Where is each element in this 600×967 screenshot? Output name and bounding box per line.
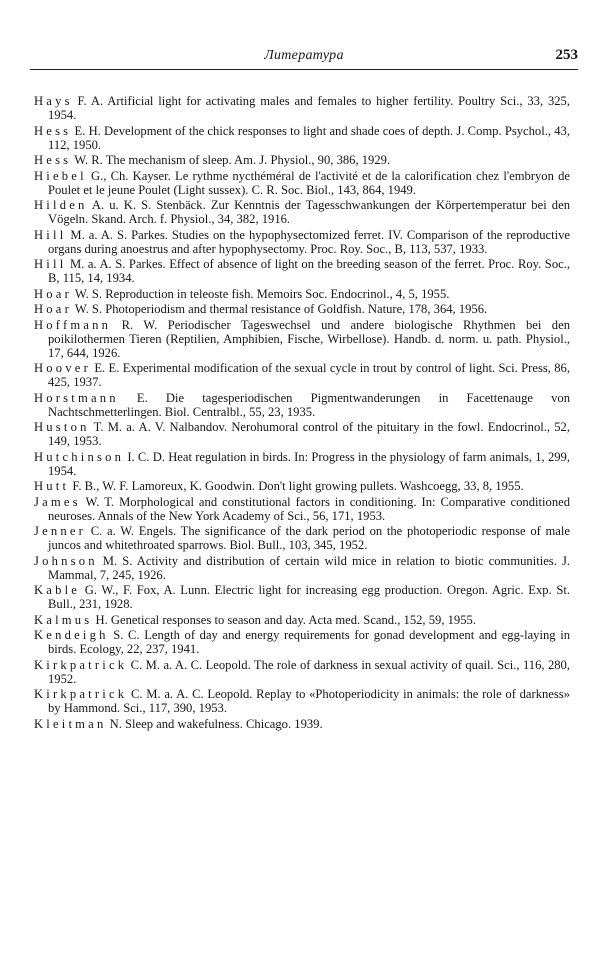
- reference-text: G., Ch. Kayser. Le rythme nycthéméral de l'activité et de la calorification chez l'embryon de Poulet et le jeune Poulet (Light sussex). C. R. Soc. Biol., 143, 864, 1949.: [48, 168, 570, 197]
- reference-entry: [34, 318, 570, 360]
- reference-author: Hays: [34, 94, 73, 108]
- reference-entry: [34, 391, 570, 419]
- reference-list: [34, 94, 570, 732]
- reference-author: Horstmann: [34, 390, 119, 405]
- reference-text: E. Die tagesperiodischen Pigmentwanderungen in Facettenauge von Nachtschmetterlingen. Biol. Centralbl., 55, 23, 1935.: [48, 390, 570, 419]
- reference-author: Hill: [34, 227, 67, 242]
- reference-entry: [34, 228, 570, 256]
- reference-entry: [34, 361, 570, 389]
- reference-author: Hiebel: [34, 168, 87, 183]
- reference-text: C. M. a. A. C. Leopold. Replay to «Photoperiodicity in animals: the role of darkness» by Hammond. Sci., 117, 390, 1953.: [48, 687, 570, 715]
- reference-entry: [34, 658, 570, 686]
- reference-text: I. C. D. Heat regulation in birds. In: Progress in the physiology of farm animals, 1, 299, 1954.: [48, 449, 570, 478]
- reference-entry: [34, 124, 570, 152]
- reference-entry: [34, 450, 570, 478]
- reference-text: F. B., W. F. Lamoreux, K. Goodwin. Don't light growing pullets. Washcoegg, 33, 8, 1955.: [69, 479, 524, 493]
- reference-author: Hoover: [34, 361, 91, 375]
- reference-entry: [34, 495, 570, 523]
- reference-entry: [34, 302, 570, 316]
- reference-text: H. Genetical responses to season and day. Acta med. Scand., 152, 59, 1955.: [92, 612, 476, 627]
- reference-text: W. S. Reproduction in teleoste fish. Memoirs Soc. Endocrinol., 4, 5, 1955.: [71, 286, 450, 301]
- reference-author: Hoar: [34, 286, 72, 301]
- reference-entry: [34, 687, 570, 715]
- reference-text: R. W. Periodischer Tageswechsel und andere biologische Rhythmen bei den poikilothermen Tieren (Reptilien, Amphibien, Fische, Wirbellose). Handb. d. norm. u. path. Physiol., 17, 644, 1926.: [48, 317, 570, 360]
- reference-entry: [34, 198, 570, 226]
- reference-text: A. u. K. S. Stenbäck. Zur Kenntnis der Tagesschwankungen der Körpertemperatur bei den Vögeln. Skand. Arch. f. Physiol., 34, 382, 1916.: [48, 198, 570, 226]
- page-number: 253: [555, 47, 578, 63]
- reference-text: S. C. Length of day and energy requirements for gonad development and egg-laying in birds. Ecology, 22, 237, 1941.: [48, 628, 570, 656]
- reference-author: Hilden: [34, 198, 88, 212]
- reference-author: Hess: [34, 123, 72, 138]
- reference-text: C. M. a. A. C. Leopold. The role of darkness in sexual activity of quail. Sci., 116, 280, 1952.: [48, 657, 570, 686]
- reference-text: W. T. Morphological and constitutional factors in conditioning. In: Comparative conditioned neuroses. Annals of the New York Academy of Sci., 56, 171, 1953.: [48, 494, 570, 523]
- reference-entry: [34, 717, 570, 731]
- reference-author: Kirkpatrick: [34, 687, 128, 701]
- reference-text: C. a. W. Engels. The significance of the dark period on the photoperiodic response of male juncos and whitethroated sparrows. Biol. Bull., 103, 345, 1952.: [48, 524, 570, 552]
- reference-text: M. S. Activity and distribution of certain wild mice in relation to biotic communities. J. Mammal, 7, 245, 1926.: [48, 553, 570, 582]
- reference-text: F. A. Artificial light for activating males and females to higher fertility. Poultry Sci., 33, 325, 1954.: [48, 94, 570, 122]
- reference-entry: [34, 583, 570, 611]
- reference-author: James: [34, 494, 81, 509]
- reference-text: M. a. A. S. Parkes. Studies on the hypophysectomized ferret. IV. Comparison of the reproductive organs during anoestrus and after hypophysectomy. Proc. Roy. Soc., B, 113, 537, 1933.: [48, 227, 570, 256]
- reference-text: G. W., F. Fox, A. Lunn. Electric light for increasing egg production. Oregon. Agric. Exp. St. Bull., 231, 1928.: [48, 583, 570, 611]
- running-title: Литература: [264, 48, 344, 63]
- reference-author: Kendeigh: [34, 628, 109, 642]
- reference-entry: [34, 554, 570, 582]
- reference-entry: [34, 524, 570, 552]
- reference-author: Hutchinson: [34, 449, 125, 464]
- running-header: [30, 44, 578, 70]
- reference-text: W. S. Photoperiodism and thermal resistance of Goldfish. Nature, 178, 364, 1956.: [71, 302, 488, 316]
- reference-entry: [34, 257, 570, 285]
- reference-entry: [34, 287, 570, 301]
- reference-author: Kirkpatrick: [34, 657, 128, 672]
- reference-entry: [34, 420, 570, 448]
- reference-entry: [34, 628, 570, 656]
- reference-text: M. a. A. S. Parkes. Effect of absence of light on the breeding season of the ferret. Proc. Roy. Soc., B, 115, 14, 1934.: [48, 257, 570, 285]
- reference-author: Johnson: [34, 553, 98, 568]
- reference-entry: [34, 613, 570, 627]
- reference-author: Hutt: [34, 479, 70, 493]
- reference-author: Hess: [34, 153, 72, 167]
- reference-author: Kable: [34, 583, 81, 597]
- header-rule: [30, 69, 578, 70]
- reference-author: Jenner: [34, 524, 87, 538]
- reference-author: Hoar: [34, 302, 72, 316]
- reference-text: E. H. Development of the chick responses to light and shade coes of depth. J. Comp. Psychol., 43, 112, 1950.: [48, 123, 570, 152]
- reference-text: N. Sleep and wakefulness. Chicago. 1939.: [106, 716, 323, 731]
- reference-entry: [34, 169, 570, 197]
- reference-author: Kleitman: [34, 716, 107, 731]
- reference-text: E. E. Experimental modification of the sexual cycle in trout by control of light. Sci. Press, 86, 425, 1937.: [48, 361, 570, 389]
- reference-author: Hoffmann: [34, 317, 112, 332]
- reference-author: Hill: [34, 257, 67, 271]
- reference-text: T. M. a. A. V. Nalbandov. Nerohumoral control of the pituitary in the fowl. Endocrinol., 52, 149, 1953.: [48, 420, 570, 448]
- reference-author: Kalmus: [34, 612, 93, 627]
- reference-entry: [34, 153, 570, 167]
- reference-author: Huston: [34, 420, 90, 434]
- reference-text: W. R. The mechanism of sleep. Am. J. Physiol., 90, 386, 1929.: [71, 153, 391, 167]
- reference-entry: [34, 479, 570, 493]
- reference-entry: [34, 94, 570, 122]
